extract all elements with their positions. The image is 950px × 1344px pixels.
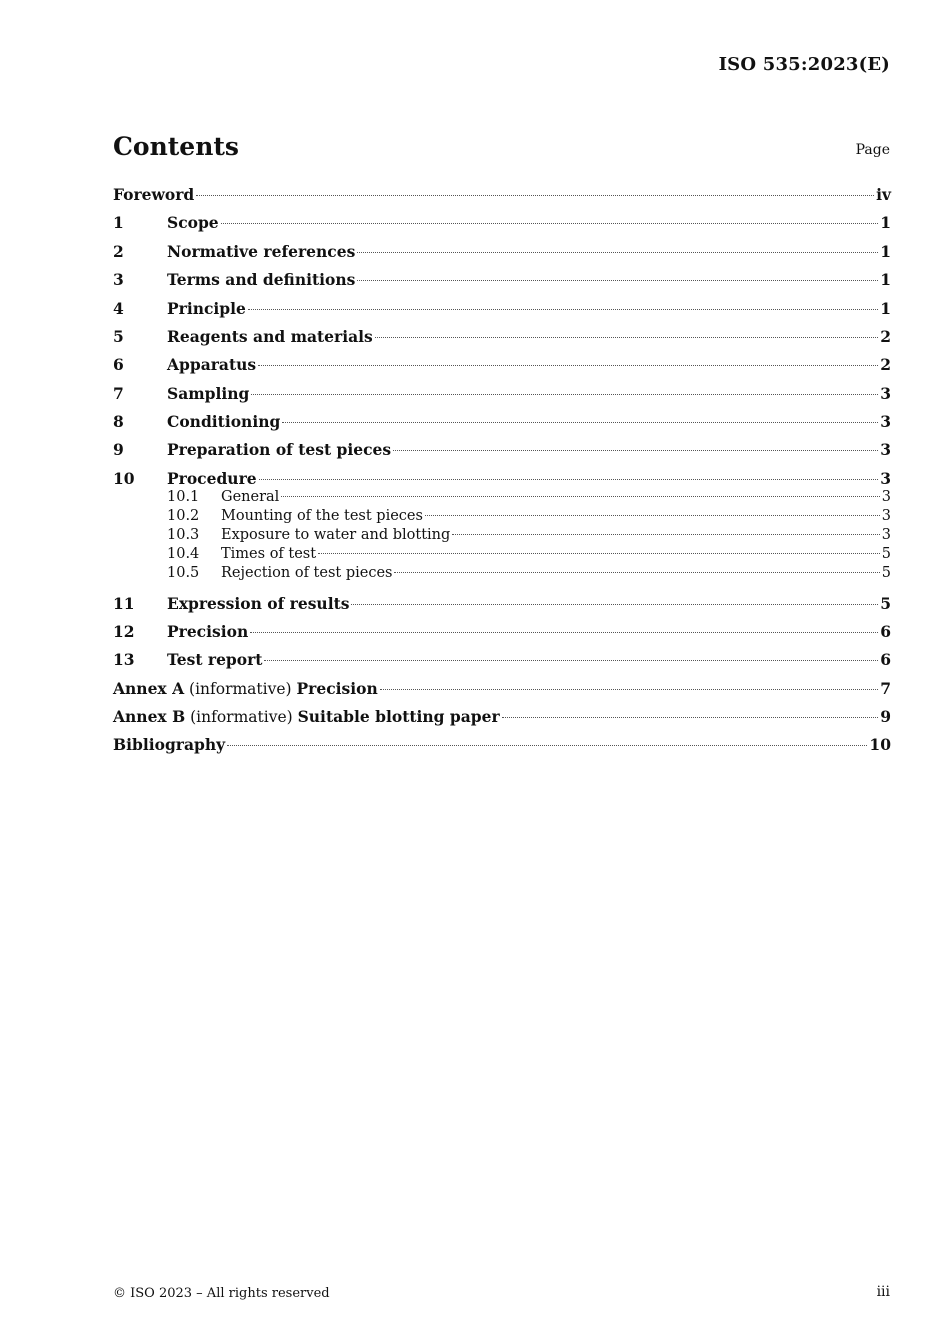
toc-entry-number: 4: [113, 299, 124, 318]
toc-subentry-general[interactable]: [113, 489, 891, 505]
toc-entry-page: 10: [869, 735, 891, 754]
toc-entry-page: 1: [880, 242, 891, 261]
annex-label: Annex B: [113, 707, 186, 726]
toc-entry-page: 3: [880, 469, 891, 488]
toc-entry-number: 8: [113, 412, 124, 431]
toc-entry-page: 5: [881, 565, 891, 581]
toc-leader-dots: [196, 195, 874, 196]
toc-leader-dots: [264, 660, 878, 661]
toc-leader-dots: [452, 534, 879, 535]
toc-entry-procedure[interactable]: [113, 469, 891, 488]
toc-entry-apparatus[interactable]: [113, 355, 891, 374]
toc-entry-title: Preparation of test pieces: [167, 440, 392, 459]
toc-entry-page: 3: [880, 384, 891, 403]
toc-entry-title: Foreword: [113, 185, 195, 204]
toc-entry-number: 7: [113, 384, 124, 403]
toc-entry-title: Terms and definitions: [167, 270, 356, 289]
toc-leader-dots: [425, 515, 880, 516]
toc-entry-title: General: [221, 489, 280, 505]
toc-entry-reagents-and-materials[interactable]: [113, 327, 891, 346]
toc-entry-title: Procedure: [167, 469, 257, 488]
toc-entry-page: iv: [876, 185, 891, 204]
toc-entry-page: 6: [880, 622, 891, 641]
toc-leader-dots: [258, 365, 878, 366]
toc-entry-title: Exposure to water and blotting: [221, 527, 451, 543]
page-column-label: Page: [855, 142, 890, 158]
toc-entry-number: 10.3: [167, 527, 200, 543]
toc-leader-dots: [375, 337, 878, 338]
toc-entry-title: Sampling: [167, 384, 250, 403]
toc-entry-number: 12: [113, 622, 135, 641]
toc-entry-foreword[interactable]: [113, 185, 891, 204]
document-id: ISO 535:2023(E): [718, 54, 890, 75]
toc-entry-page: 7: [880, 679, 891, 698]
toc-leader-dots: [248, 309, 878, 310]
toc-leader-dots: [251, 394, 878, 395]
toc-entry-page: 3: [881, 489, 891, 505]
toc-entry-title: Conditioning: [167, 412, 281, 431]
toc-entry-test-report[interactable]: [113, 650, 891, 669]
toc-entry-terms-and-definitions[interactable]: [113, 270, 891, 289]
toc-subentry-rejection-of-test-pieces[interactable]: [113, 565, 891, 581]
toc-entry-precision[interactable]: [113, 622, 891, 641]
toc-entry-page: 1: [880, 270, 891, 289]
toc-leader-dots: [357, 280, 878, 281]
annex-title: Suitable blotting paper: [297, 707, 500, 726]
toc-entry-title: Rejection of test pieces: [221, 565, 393, 581]
toc-entry-number: 10.5: [167, 565, 200, 581]
toc-entry-title: Bibliography: [113, 735, 226, 754]
toc-leader-dots: [351, 604, 878, 605]
toc-leader-dots: [393, 450, 878, 451]
toc-leader-dots: [250, 632, 878, 633]
toc-entry-title: Reagents and materials: [167, 327, 373, 346]
toc-entry-page: 2: [880, 327, 891, 346]
toc-leader-dots: [281, 496, 879, 497]
toc-entry-number: 10.2: [167, 508, 200, 524]
toc-entry-scope[interactable]: [113, 213, 891, 232]
toc-entry-title: Scope: [167, 213, 219, 232]
annex-title: Precision: [296, 679, 378, 698]
toc-entry-page: 2: [880, 355, 891, 374]
toc-entry-page: 1: [880, 299, 891, 318]
toc-entry-page: 1: [880, 213, 891, 232]
toc-entry-title: [113, 679, 378, 698]
toc-leader-dots: [282, 422, 878, 423]
toc-entry-number: 9: [113, 440, 124, 459]
toc-leader-dots: [221, 223, 879, 224]
toc-entry-number: 10.4: [167, 546, 200, 562]
toc-entry-expression-of-results[interactable]: [113, 594, 891, 613]
annex-note: (informative): [185, 708, 298, 726]
toc-entry-page: 6: [880, 650, 891, 669]
toc-subentry-times-of-test[interactable]: [113, 546, 891, 562]
toc-leader-dots: [227, 745, 867, 746]
toc-entry-number: 5: [113, 327, 124, 346]
toc-entry-title: Precision: [167, 622, 249, 641]
toc-entry-number: 11: [113, 594, 135, 613]
toc-entry-principle[interactable]: [113, 299, 891, 318]
toc-entry-number: 1: [113, 213, 124, 232]
toc-entry-title: Expression of results: [167, 594, 350, 613]
toc-entry-title: Test report: [167, 650, 263, 669]
toc-entry-title: Apparatus: [167, 355, 257, 374]
toc-subentry-mounting-of-the-test-pieces[interactable]: [113, 508, 891, 524]
toc-entry-title: Normative references: [167, 242, 356, 261]
toc-entry-number: 6: [113, 355, 124, 374]
toc-entry-bibliography[interactable]: [113, 735, 891, 754]
annex-note: (informative): [184, 680, 297, 698]
toc-entry-sampling[interactable]: [113, 384, 891, 403]
toc-leader-dots: [318, 553, 880, 554]
toc-entry-page: 3: [880, 412, 891, 431]
toc-entry-page: 9: [880, 707, 891, 726]
toc-entry-title: Principle: [167, 299, 246, 318]
toc-subentry-exposure-to-water-and-blotting[interactable]: [113, 527, 891, 543]
toc-entry-page: 5: [880, 594, 891, 613]
toc-entry-number: 2: [113, 242, 124, 261]
toc-entry-annex-a[interactable]: [113, 679, 891, 698]
toc-leader-dots: [259, 479, 879, 480]
toc-entry-page: 3: [880, 440, 891, 459]
toc-entry-conditioning[interactable]: [113, 412, 891, 431]
toc-entry-number: 10.1: [167, 489, 200, 505]
copyright-notice: © ISO 2023 – All rights reserved: [113, 1286, 330, 1301]
toc-entry-page: 3: [881, 508, 891, 524]
toc-entry-normative-references[interactable]: [113, 242, 891, 261]
toc-entry-page: 3: [881, 527, 891, 543]
toc-entry-page: 5: [881, 546, 891, 562]
page-number: iii: [876, 1284, 890, 1300]
toc-leader-dots: [380, 689, 878, 690]
toc-entry-number: 10: [113, 469, 135, 488]
toc-entry-title: Mounting of the test pieces: [221, 508, 423, 524]
toc-leader-dots: [394, 572, 879, 573]
toc-leader-dots: [357, 252, 878, 253]
annex-label: Annex A: [113, 679, 185, 698]
toc-entry-annex-b[interactable]: [113, 707, 891, 726]
contents-title: Contents: [113, 132, 240, 161]
toc-leader-dots: [502, 717, 879, 718]
toc-entry-title: Times of test: [221, 546, 317, 562]
toc-entry-number: 3: [113, 270, 124, 289]
toc-entry-number: 13: [113, 650, 135, 669]
toc-entry-preparation-of-test-pieces[interactable]: [113, 440, 891, 459]
toc-entry-title: [113, 707, 500, 726]
